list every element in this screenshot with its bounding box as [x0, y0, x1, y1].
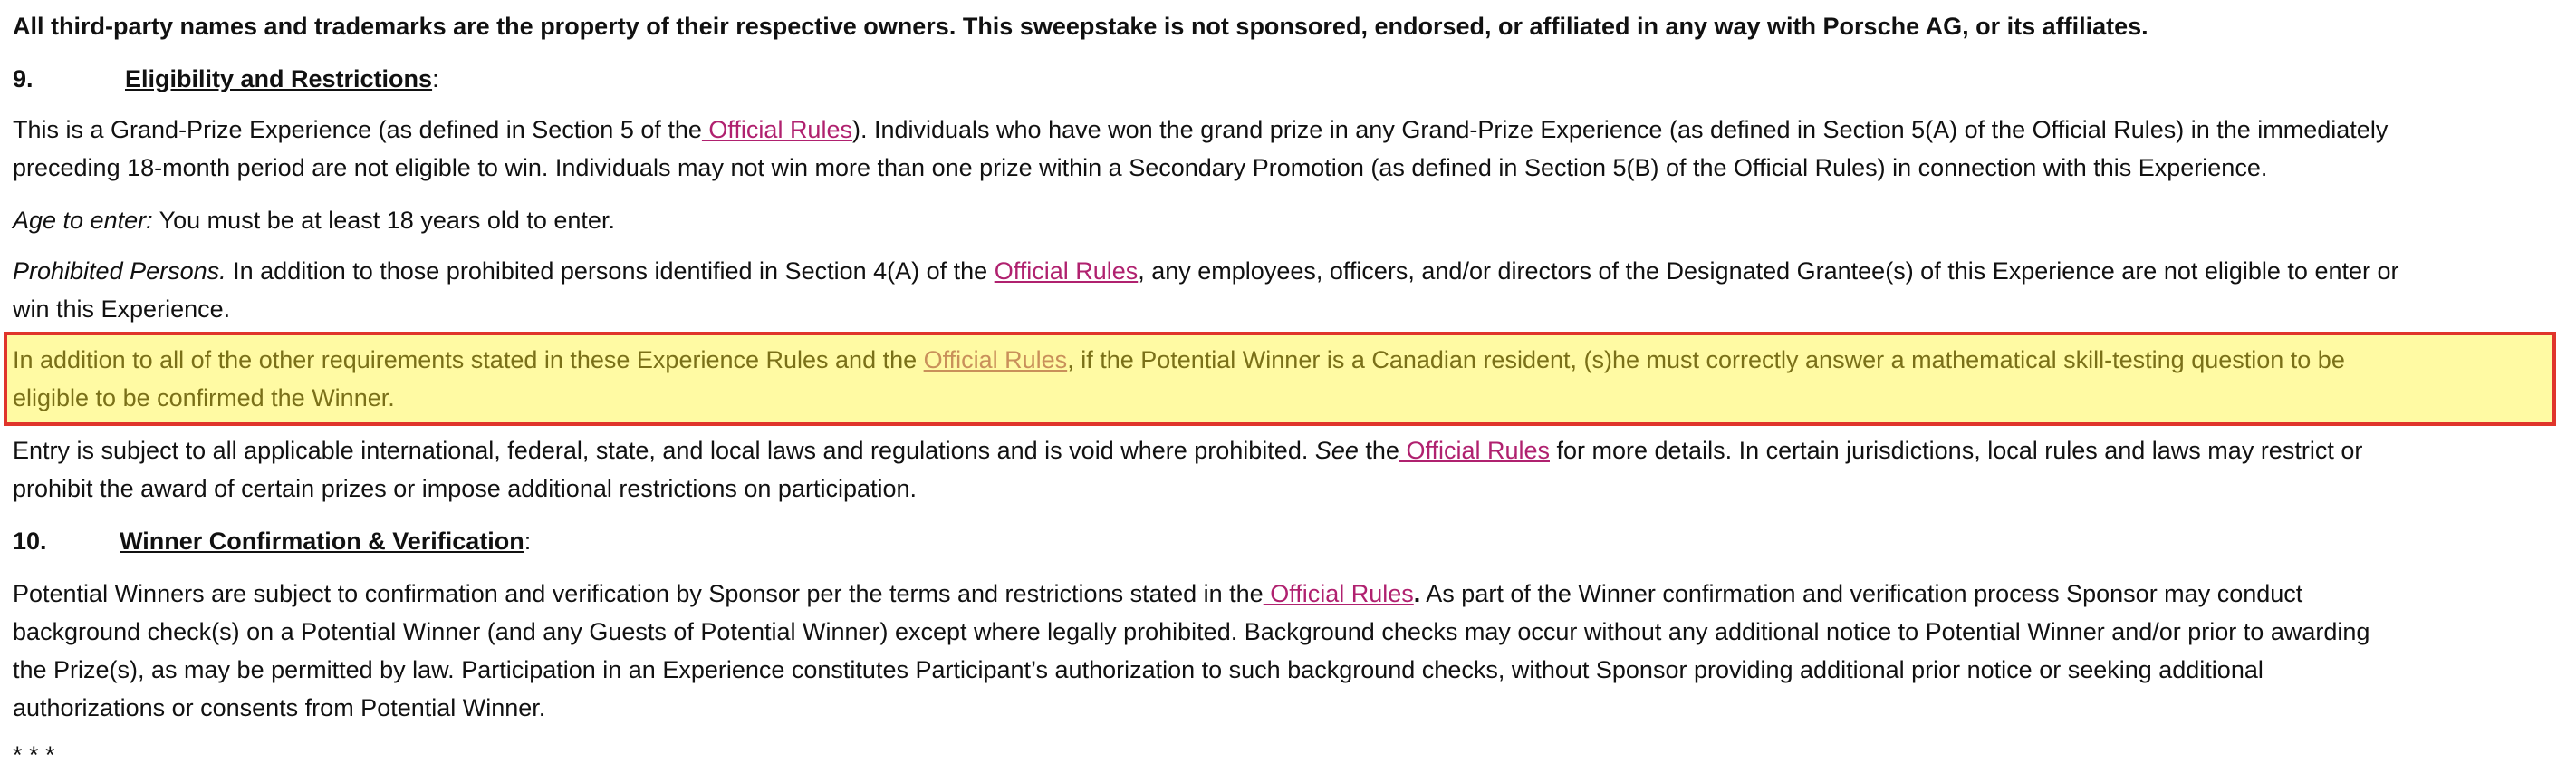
- age-text: You must be at least 18 years old to enter.: [152, 207, 615, 234]
- para10-text-a: Potential Winners are subject to confirmation and verification by Sponsor per the terms and restrictions stated in the: [13, 580, 1264, 607]
- prohibited-line1: [13, 252, 2399, 290]
- para1-text-a: This is a Grand-Prize Experience (as defined in Section 5 of the: [13, 116, 702, 143]
- official-rules-link[interactable]: Official Rules: [994, 257, 1139, 285]
- entry-line1: [13, 431, 2362, 469]
- entry-text-b: the: [1358, 437, 1399, 464]
- canadian-line2: [13, 379, 395, 417]
- entry-line2: prohibit the award of certain prizes or impose additional restrictions on participation.: [13, 475, 918, 502]
- para10-text-b: As part of the Winner confirmation and verification process Sponsor may conduct: [1420, 580, 2303, 607]
- para10-line1: [13, 575, 2302, 613]
- section-9-number: 9.: [13, 65, 34, 92]
- section-9-title: Eligibility and Restrictions: [125, 65, 433, 92]
- age-label: Age to enter:: [13, 207, 153, 234]
- prohibited-line2: win this Experience.: [13, 295, 231, 323]
- para1-line2: preceding 18-month period are not eligible to win. Individuals may not win more than one prize within a Secondary Promotion (as defined in Section 5(B) of the Official Rules) in connection with this Experience.: [13, 154, 2268, 181]
- prohibited-text-b: , any employees, officers, and/or directors of the Designated Grantee(s) of this Experience are not eligible to enter or: [1138, 257, 2399, 285]
- entry-see: See: [1314, 437, 1359, 464]
- prohibited-text-a: In addition to those prohibited persons identified in Section 4(A) of the: [226, 257, 995, 285]
- para10-line3: the Prize(s), as may be permitted by law. Participation in an Experience constitutes Participant’s authorization to such background checks, without Sponsor providing additional prior notice or seeking additional: [13, 656, 2264, 683]
- para1-line1: [13, 111, 2388, 149]
- official-rules-link[interactable]: Official Rules: [701, 116, 852, 143]
- section-10-number: 10.: [13, 527, 47, 555]
- canadian-text-c: eligible to be confirmed the Winner.: [13, 384, 395, 411]
- para10-dot: .: [1413, 580, 1421, 607]
- section-10-title: Winner Confirmation & Verification: [120, 527, 524, 555]
- entry-text-c: for more details. In certain jurisdictions, local rules and laws may restrict or: [1550, 437, 2363, 464]
- canadian-text-a: In addition to all of the other requirements stated in these Experience Rules and the: [13, 346, 924, 373]
- para10-line4: authorizations or consents from Potential Winner.: [13, 694, 546, 721]
- section-9-colon: :: [432, 65, 439, 92]
- official-rules-link[interactable]: Official Rules: [1263, 580, 1414, 607]
- section-separator: * * *: [13, 741, 55, 769]
- para10-line2: background check(s) on a Potential Winner (and any Guests of Potential Winner) except where legally prohibited. Background checks may occur without any additional notice to Potential Winner and/or prior to awarding: [13, 618, 2370, 645]
- section-9-heading: [13, 60, 439, 98]
- age-line: [13, 201, 615, 239]
- prohibited-label: Prohibited Persons.: [13, 257, 226, 285]
- para1-text-b: ). Individuals who have won the grand prize in any Grand-Prize Experience (as defined in Section 5(A) of the Official Rules) in the immediately: [851, 116, 2389, 143]
- official-rules-link[interactable]: Official Rules: [923, 346, 1068, 373]
- section-10-heading: [13, 522, 531, 560]
- canadian-line1: [13, 341, 2345, 379]
- disclaimer-text: All third-party names and trademarks are the property of their respective owners. This sweepstake is not sponsored, endorsed, or affiliated in any way with Porsche AG, or its affiliates.: [13, 13, 2148, 40]
- canadian-text-b: , if the Potential Winner is a Canadian resident, (s)he must correctly answer a mathematical skill-testing question to be: [1067, 346, 2345, 373]
- section-10-colon: :: [524, 527, 532, 555]
- entry-text-a: Entry is subject to all applicable international, federal, state, and local laws and regulations and is void where prohibited.: [13, 437, 1315, 464]
- official-rules-link[interactable]: Official Rules: [1399, 437, 1550, 464]
